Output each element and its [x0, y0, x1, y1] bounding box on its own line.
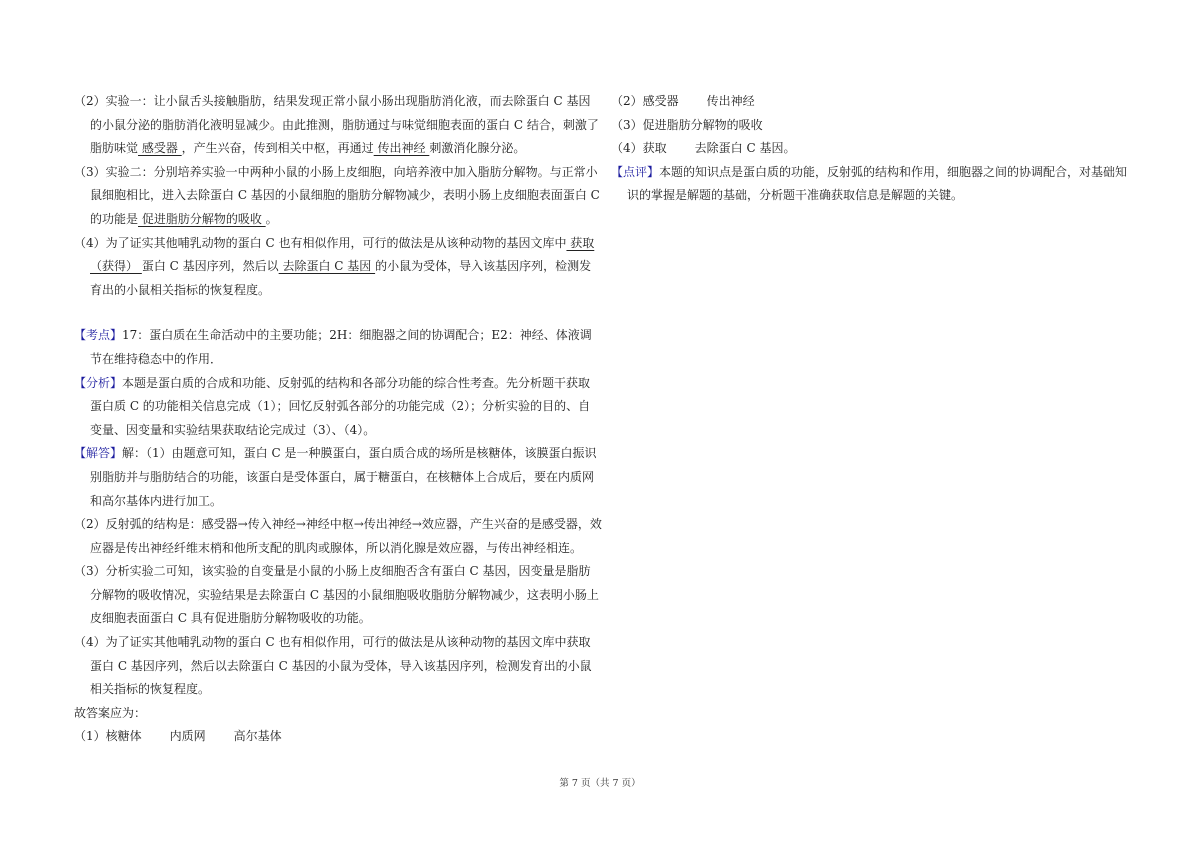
answer-blank: 促进脂肪分解物的吸收 — [138, 211, 266, 226]
question-4-paragraph: （4）为了证实其他哺乳动物的蛋白 C 也有相似作用，可行的做法是从该种动物的基因文库中 获取（获得） 蛋白 C 基因序列，然后以 去除蛋白 C 基因 的小鼠为受体，导入该基因序列，检测发育出的小鼠相关指标的恢复程度。 — [74, 235, 595, 297]
answer-intro: 故答案应为： — [74, 705, 147, 720]
answer-3: （3）促进脂肪分解物的吸收 — [611, 117, 763, 132]
jieda-part-2: （2）反射弧的结构是：感受器→传入神经→神经中枢→传出神经→效应器，产生兴奋的是感受器，效应器是传出神经纤维末梢和他所支配的肌肉或腺体，所以消化腺是效应器，与传出神经相连。 — [74, 517, 602, 555]
kaodian-section: 【考点】17：蛋白质在生命活动中的主要功能；2H：细胞器之间的协调配合；E2：神经、体液调节在维持稳态中的作用． — [74, 328, 592, 366]
jieda-section: 【解答】解：（1）由题意可知，蛋白 C 是一种膜蛋白，蛋白质合成的场所是核糖体，该膜蛋白振识别脂肪并与脂肪结合的功能，该蛋白是受体蛋白，属于糖蛋白，在核糖体上合成后，要在内质网和高尔基体内进行加工。 — [74, 446, 597, 508]
dianping-section: 【点评】本题的知识点是蛋白质的功能，反射弧的结构和作用，细胞器之间的协调配合，对基础知识的掌握是解题的基础，分析题干准确获取信息是解题的关键。 — [611, 164, 1128, 203]
answer-blank: 传出神经 — [373, 141, 430, 156]
jieda-part-4: （4）为了证实其他哺乳动物的蛋白 C 也有相似作用，可行的做法是从该种动物的基因文库中获取蛋白 C 基因序列，然后以去除蛋白 C 基因的小鼠为受体，导入该基因序列，检测发育出的小鼠相关指标的恢复程度。 — [74, 635, 592, 697]
dianping-tag: 【点评】 — [611, 164, 660, 179]
fenxi-tag: 【分析】 — [74, 375, 123, 390]
spacer — [74, 302, 602, 324]
question-3-paragraph: （3）实验二：分别培养实验一中两种小鼠的小肠上皮细胞，向培养液中加入脂肪分解物。与正常小鼠细胞相比，进入去除蛋白 C 基因的小鼠细胞的脂肪分解物减少，表明小肠上皮细胞表面蛋白 C 的功能是 促进脂肪分解物的吸收 。 — [74, 164, 600, 226]
kaodian-tag: 【考点】 — [74, 328, 123, 343]
fenxi-section: 【分析】本题是蛋白质的合成和功能、反射弧的结构和各部分功能的综合性考查。先分析题干获取蛋白质 C 的功能相关信息完成（1）；回忆反射弧各部分的功能完成（2）；分析实验的目的、自变量、因变量和实验结果获取结论完成过（3）、（4）。 — [74, 375, 591, 437]
question-2-paragraph: （2）实验一：让小鼠舌头接触脂肪，结果发现正常小鼠小肠出现脂肪消化液，而去除蛋白 C 基因的小鼠分泌的脂肪消化液明显减少。由此推测，脂肪通过与味觉细胞表面的蛋白 C 结合，刺激了脂肪味觉 感受器 ，产生兴奋，传到相关中枢，再通过 传出神经 刺激消化腺分泌。 — [74, 94, 599, 156]
right-column — [611, 90, 1133, 208]
jieda-tag: 【解答】 — [74, 446, 123, 461]
answer-blank: 去除蛋白 C 基因 — [278, 259, 376, 274]
answer-blank: 获取（获得） — [90, 235, 595, 274]
left-column — [74, 90, 602, 749]
answer-4: （4）获取 去除蛋白 C 基因。 — [611, 141, 796, 156]
answer-1: （1）核糖体 内质网 高尔基体 — [74, 729, 282, 744]
answer-blank: 感受器 — [138, 141, 182, 156]
page-footer: 第 7 页（共 7 页） — [559, 778, 641, 789]
answer-2: （2）感受器 传出神经 — [611, 94, 755, 108]
jieda-part-3: （3）分析实验二可知，该实验的自变量是小鼠的小肠上皮细胞否含有蛋白 C 基因，因变量是脂肪分解物的吸收情况，实验结果是去除蛋白 C 基因的小鼠细胞吸收脂肪分解物减少，这表明小肠上皮细胞表面蛋白 C 具有促进脂肪分解物吸收的功能。 — [74, 564, 599, 626]
